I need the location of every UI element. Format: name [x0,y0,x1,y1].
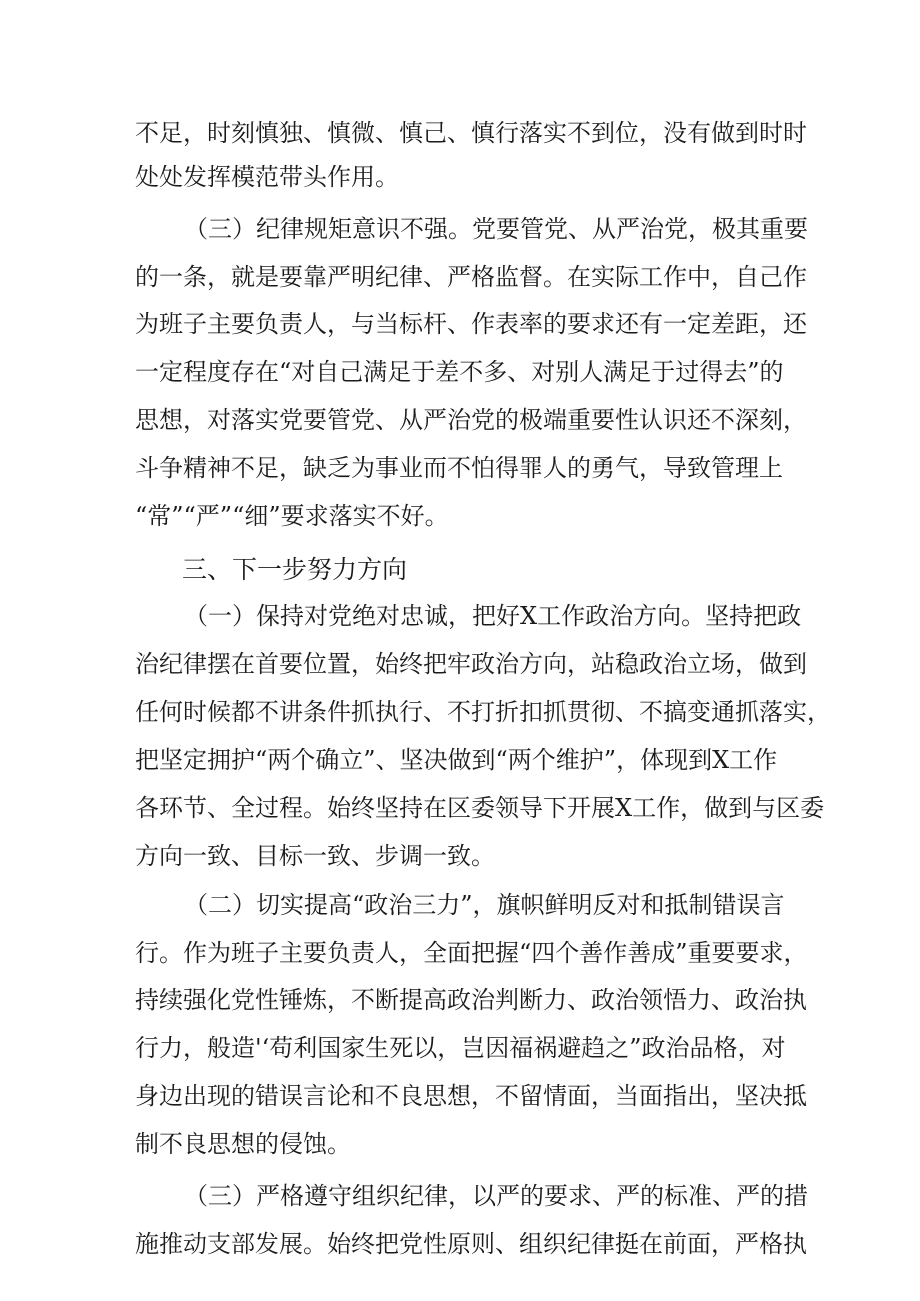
body-text-line: 各环节、全过程。始终坚持在区委领导下开展X工作，做到与区委 [135,794,825,822]
paragraph-start-line: （二）切实提高“政治三力”，旗帜鲜明反对和抵制错误言 [184,891,785,919]
body-text-line: 方向一致、目标一致、步调一致。 [135,842,495,870]
body-text-line: 把坚定拥护“两个确立”、坚决做到“两个维护”，体现到X工作 [135,746,778,774]
body-text-line: 一定程度存在“对自己满足于差不多、对别人满足于过得去”的 [135,358,784,386]
body-text-line: 施推动支部发展。始终把党性原则、组织纪律挺在前面，严格执 [135,1230,807,1258]
paragraph-start-line: （一）保持对党绝对忠诚，把好X工作政治方向。坚持把政 [184,602,802,630]
body-text-line: 治纪律摆在首要位置，始终把牢政治方向，站稳政治立场，做到 [135,650,807,678]
section-heading: 三、下一步努力方向 [182,555,408,584]
body-text-line: 的一条，就是要靠严明纪律、严格监督。在实际工作中，自己作 [135,263,807,291]
body-text-line: 行力，般造'‘苟利国家生死以，岂因福祸避趋之”政治品格，对 [135,1034,786,1062]
body-text-line: 持续强化党性锤炼，不断提高政治判断力、政治领悟力、政治执 [135,986,807,1014]
body-text-line: 身边出现的错误言论和不良思想，不留情面，当面指出，坚决抵 [135,1082,807,1110]
body-text-line: 斗争精神不足，缺乏为事业而不怕得罪人的勇气，导致管理上 [135,454,783,482]
body-text-line: 为班子主要负责人，与当标杆、作表率的要求还有一定差距，还 [135,310,807,338]
paragraph-start-line: （三）纪律规矩意识不强。党要管党、从严治党，极其重要 [184,215,808,243]
paragraph-start-line: （三）严格遵守组织纪律，以严的要求、严的标准、严的措 [184,1182,808,1210]
body-text-line: 制不良思想的侵蚀。 [135,1130,351,1158]
body-text-line: 不足，时刻慎独、慎微、慎己、慎行落实不到位，没有做到时时 [135,119,807,147]
body-text-line: 任何时候都不讲条件抓执行、不打折扣抓贯彻、不搞变通抓落实， [135,698,831,726]
body-text-line: 行。作为班子主要负责人，全面把握“四个善作善成”重要要求， [135,939,808,967]
body-text-line: “常”“严”“细”要求落实不好。 [135,502,449,530]
body-text-line: 处处发挥模范带头作用。 [135,163,399,191]
body-text-line: 思想，对落实党要管党、从严治党的极端重要性认识还不深刻， [135,406,807,434]
